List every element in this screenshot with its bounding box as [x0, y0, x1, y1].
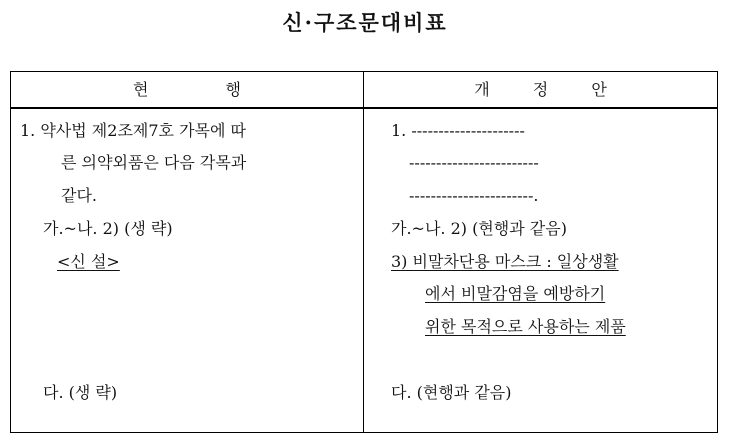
- current-item-da: 다. (생 략): [43, 383, 118, 402]
- revised-item3-line1: 3) 비말차단용 마스크 : 일상생활: [391, 252, 619, 271]
- header-revised-char-1: 개: [474, 80, 490, 99]
- header-current: [11, 72, 363, 107]
- page-title: 신·구조문대비표: [282, 10, 448, 35]
- revised-item3-line3: 위한 목적으로 사용하는 제품: [425, 317, 626, 336]
- header-revised: [364, 72, 717, 107]
- revised-item3-line2: 에서 비말감염을 예방하기: [425, 284, 606, 303]
- revised-item-ga-na: 가.~나. 2) (현행과 같음): [391, 219, 567, 238]
- revised-item1-line3: -----------------------.: [409, 186, 539, 205]
- header-revised-char-2: 정: [532, 80, 549, 99]
- column-divider: [363, 72, 364, 432]
- revised-item1-line1: 1. ---------------------: [391, 121, 525, 140]
- header-revised-char-3: 안: [591, 80, 607, 99]
- current-item1-line3: 같다.: [61, 186, 97, 205]
- header-current-char-1: 현: [132, 80, 149, 99]
- current-item1-line1: 1. 약사법 제2조제7호 가목에 따: [20, 121, 246, 140]
- comparison-table: [10, 71, 718, 433]
- revised-item-da: 다. (현행과 같음): [391, 383, 512, 402]
- header-current-char-2: 행: [225, 80, 242, 99]
- header-divider: [11, 107, 717, 109]
- current-item-ga-na: 가.~나. 2) (생 략): [43, 219, 173, 238]
- revised-item1-line2: ------------------------: [409, 153, 539, 172]
- current-item1-line2: 른 의약외품은 다음 각목과: [61, 153, 247, 172]
- current-new-item: <신 설>: [57, 252, 120, 271]
